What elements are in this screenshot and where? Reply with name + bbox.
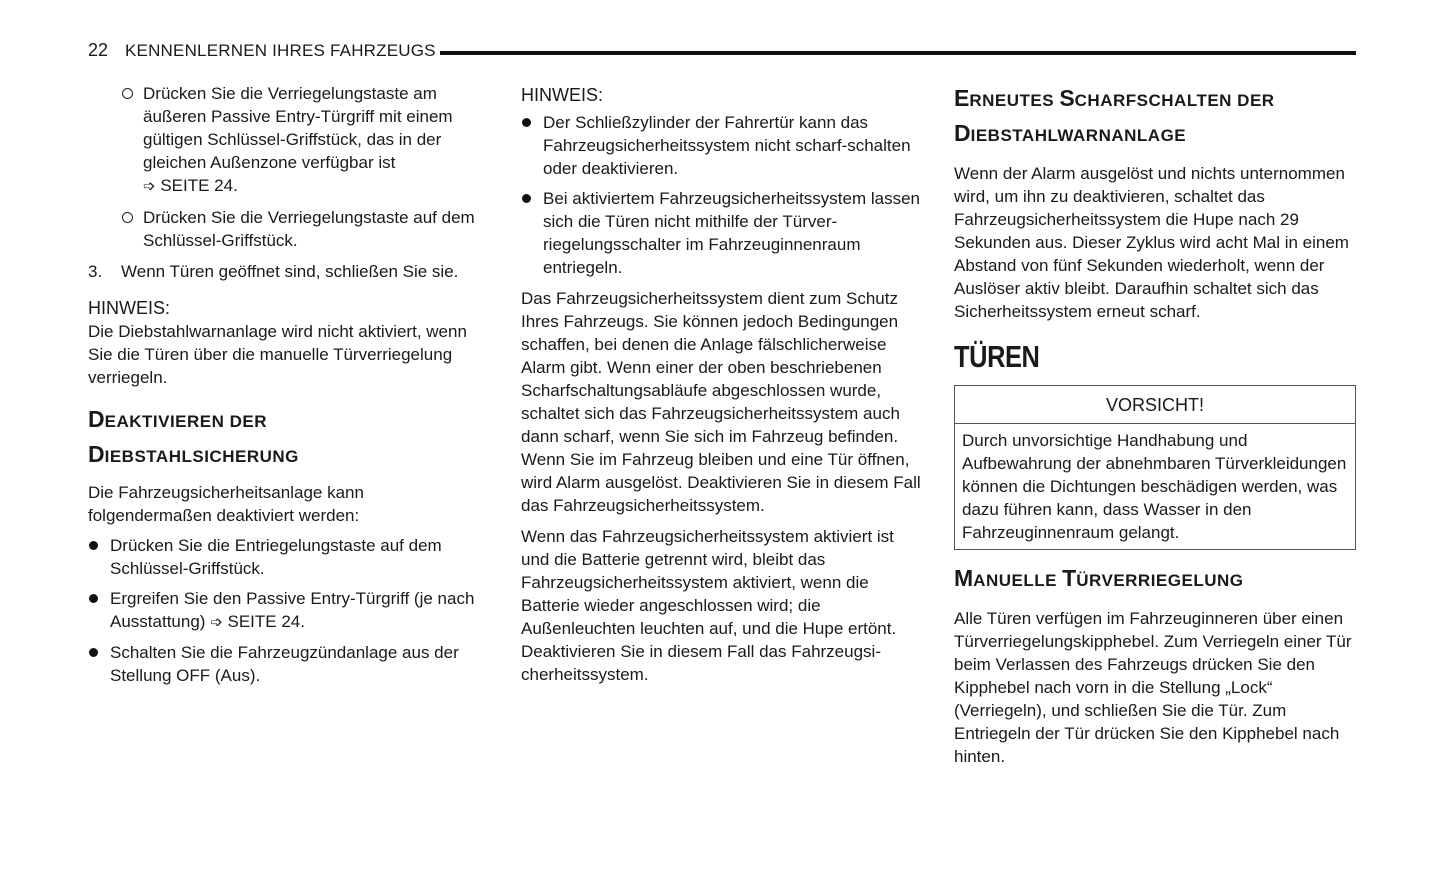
chapter-title: KENNENLERNEN IHRES FAHRZEUGS [125, 41, 436, 60]
note-label: HINWEIS: [88, 298, 171, 318]
circle-bullet-icon [122, 212, 133, 223]
numbered-item-text: Wenn Türen geöffnet sind, schließen Sie sie. [121, 262, 459, 281]
bullet-item: Drücken Sie die Entriegelungstaste auf dem Schlüssel-Griffstück. [88, 534, 490, 580]
column-right [954, 82, 1356, 768]
caution-title: VORSICHT! [955, 386, 1355, 424]
header-rule [440, 51, 1356, 55]
bullet-icon [89, 541, 98, 550]
circle-bullet-icon [122, 88, 133, 99]
bullet-item: Ergreifen Sie den Passive Entry-Türgriff (je nach Ausstattung) ➩ SEITE 24. [88, 587, 490, 634]
bullet-item: Der Schließzylinder der Fahrertür kann das Fahrzeugsicherheitssystem nicht scharf-schalten oder deaktivieren. [521, 111, 923, 180]
page-reference: SEITE 24. [227, 612, 305, 631]
page-reference: ➩ SEITE 24. [143, 176, 238, 195]
bullet-item: Bei aktiviertem Fahrzeugsicherheitssystem lassen sich die Türen nicht mithilfe der Türver-riegelungsschalter im Fahrzeuginnenraum entriegeln. [521, 187, 923, 279]
bullet-icon [89, 594, 98, 603]
sub-item-text: Drücken Sie die Verriegelungstaste am äußeren Passive Entry-Türgriff mit einem gültigen Schlüssel-Griffstück, das in der gleichen Außenzone verfügbar ist [143, 84, 453, 172]
sub-list-item [88, 206, 490, 252]
item-number: 3. [88, 262, 103, 281]
paragraph: Das Fahrzeugsicherheitssystem dient zum Schutz Ihres Fahrzeugs. Sie können jedoch Bedingungen schaffen, bei denen die Anlage fälschlicherweise Alarm gibt. Wenn einer der oben beschriebenen Scharfschaltungsabläufe abgeschlossen wurde, schaltet sich das Fahrzeugsicherheitssystem auch dann scharf, wenn Sie sich im Fahrzeug befinden. Wenn Sie im Fahrzeug bleiben und eine Tür öffnen, wird Alarm ausgelöst. Deaktivieren Sie in diesem Fall das Fahrzeugsicherheitssystem. [521, 289, 921, 515]
note-text: Die Diebstahlwarnanlage wird nicht aktiviert, wenn Sie die Türen über die manuelle Türverriegelung verriegeln. [88, 322, 467, 387]
sub-list-item [88, 82, 490, 198]
section-heading-deactivate: DEAKTIVIEREN DER DIEBSTAHLSICHERUNG [88, 406, 299, 467]
column-middle [521, 82, 923, 686]
section-title: TÜREN [954, 339, 1040, 374]
numbered-item [88, 260, 490, 283]
page-header [88, 38, 1356, 64]
right-arrow-icon: ➩ [143, 178, 156, 195]
section-heading-manual-lock: MANUELLE TÜRVERRIEGELUNG [954, 565, 1244, 591]
sub-item-text: Drücken Sie die Verriegelungstaste auf dem Schlüssel-Griffstück. [143, 208, 475, 250]
bullet-icon [89, 648, 98, 657]
caution-text: Durch unvorsichtige Handhabung und Aufbewahrung der abnehmbaren Türverkleidungen können die Dichtungen beschädigen werden, was dazu führen kann, dass Wasser in den Fahrzeuginnenraum gelangt. [962, 431, 1347, 542]
intro-text: Die Fahrzeugsicherheitsanlage kann folgendermaßen deaktiviert werden: [88, 483, 364, 525]
note-label: HINWEIS: [521, 85, 604, 105]
paragraph: Wenn das Fahrzeugsicherheitssystem aktiviert ist und die Batterie getrennt wird, bleibt das Fahrzeugsicherheitssystem aktiviert, wenn die Batterie wieder angeschlossen wird; die Außenleuchten leuchten auf, und die Hupe ertönt. Deaktivieren Sie in diesem Fall das Fahrzeugsi-cherheitssystem. [521, 527, 897, 684]
paragraph: Wenn der Alarm ausgelöst und nichts unternommen wird, um ihn zu deaktivieren, schaltet das Fahrzeugsicherheitssystem die Hupe nach 29 Sekunden aus. Dieser Zyklus wird acht Mal in einem Abstand von fünf Sekunden wiederholt, wenn der Auslöser aktiv bleibt. Daraufhin schaltet sich das Sicherheitssystem erneut scharf. [954, 164, 1349, 321]
section-heading-rearm: ERNEUTES SCHARFSCHALTEN DER DIEBSTAHLWARNANLAGE [954, 85, 1275, 146]
bullet-item: Schalten Sie die Fahrzeugzündanlage aus der Stellung OFF (Aus). [88, 641, 490, 687]
column-left [88, 82, 490, 687]
bullet-icon [522, 194, 531, 203]
paragraph: Alle Türen verfügen im Fahrzeuginneren über einen Türverriegelungskipphebel. Zum Verriegeln einer Tür beim Verlassen des Fahrzeugs drücken Sie den Kipphebel nach vorn in die Stellung „Lock“ (Verriegeln), und schließen Sie die Tür. Zum Entriegeln der Tür drücken Sie den Kipphebel nach hinten. [954, 609, 1352, 766]
caution-box [954, 385, 1356, 550]
right-arrow-icon: ➩ [210, 614, 223, 631]
bullet-icon [522, 118, 531, 127]
page-number: 22 [88, 40, 109, 60]
